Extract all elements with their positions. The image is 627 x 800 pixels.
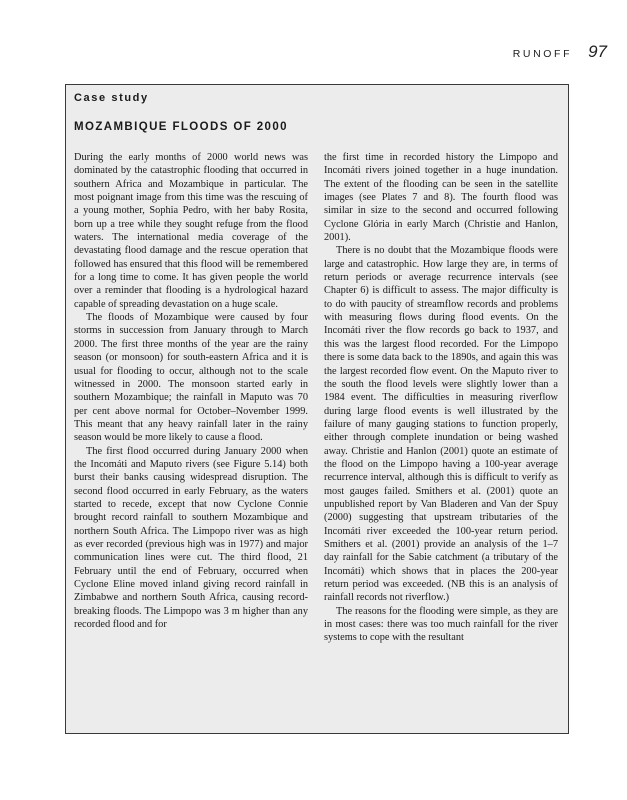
section-title: RUNOFF <box>512 48 573 60</box>
running-head <box>513 42 607 62</box>
paragraph: There is no doubt that the Mozambique floods were large and catastrophic. How large they are, in terms of return periods or average recurrence intervals (see Chapter 6) is difficult to assess. The major difficulty is to do with paucity of streamflow records and problems with measuring flows during flood events. On the Incomáti river the flow records go back to 1937, and this was the largest flood recorded. For the Limpopo there is some data back to the 1890s, and again this was the largest recorded flow event. On the Maputo river to the south the flood levels were slightly lower than a 1984 event. The difficulties in measuring riverflow during large flood events is well illustrated by the failure of many gauging stations to function properly, either through complete inundation or being washed away. Christie and Hanlon (2001) quote an estimate of the flood on the Limpopo having a 100-year average recurrence interval, although this is difficult to verify as most gauges failed. Smithers et al. (2001) quote an unpublished report by Van Bladeren and Van der Spuy (2000) suggesting that upstream tributaries of the Incomáti river exceeded the 100-year return period. Smithers et al. (2001) provide an analysis of the 1–7 day rainfall for the Sabie catchment (a tributary of the Incomáti) which shows that in places the 200-year return period was exceeded. (NB this is an analysis of rainfall records not riverflow.) <box>324 245 558 604</box>
paragraph: the first time in recorded history the Limpopo and Incomáti rivers joined together in a huge inundation. The extent of the flooding can be seen in the satellite images (see Plates 7 and 8). The fourth flood was similar in size to the second and occurred following Cyclone Glória in early March (Christie and Hanlon, 2001). <box>324 152 558 244</box>
right-column <box>324 151 558 645</box>
case-study-label: Case study <box>74 92 149 104</box>
paragraph: The floods of Mozambique were caused by four storms in succession from January through to March 2000. The first three months of the year are the rainy season (or monsoon) for south-eastern Africa and it is usual for flooding to occur, although not to the scale witnessed in 2000. The monsoon started early in southern Mozambique; the rainfall in Maputo was 70 per cent above normal for October–November 1999. This meant that any heavy rainfall later in the rainy season would be more likely to cause a flood. <box>74 312 308 444</box>
case-study-box <box>65 84 569 734</box>
paragraph: The reasons for the flooding were simple, as they are in most cases: there was too much rainfall for the river systems to cope with the resultant <box>324 605 558 644</box>
case-study-title: MOZAMBIQUE FLOODS OF 2000 <box>74 121 288 133</box>
left-column <box>74 151 308 631</box>
paragraph: During the early months of 2000 world news was dominated by the catastrophic flooding that occurred in southern Africa and Mozambique in particular. The most poignant image from this time was the rescuing of a young mother, Sophia Pedro, with her baby Rosita, born up a tree while they sought refuge from the flood waters. The international media coverage of the devastating flood damage and the rescue operation that followed has ensured that this flood will be remembered for a long time to come. It has given people the world over a reminder that flooding is a hydrological hazard capable of spreading devastation on a huge scale. <box>74 152 308 310</box>
paragraph: The first flood occurred during January 2000 when the Incomáti and Maputo rivers (see Figure 5.14) both burst their banks causing widespread disruption. The second flood occurred in early February, as the waters started to recede, except that now Cyclone Connie brought record rainfall to southern Mozambique and northern South Africa. The Limpopo river was as high as ever recorded (previous high was in 1977) and major communication lines were cut. The third flood, 21 February until the end of February, occurred when Cyclone Eline moved inland giving record rainfall in Zimbabwe and northern South Africa, causing record-breaking floods. The Limpopo was 3 m higher than any recorded flood and for <box>74 445 308 631</box>
page-number: 97 <box>588 42 607 61</box>
